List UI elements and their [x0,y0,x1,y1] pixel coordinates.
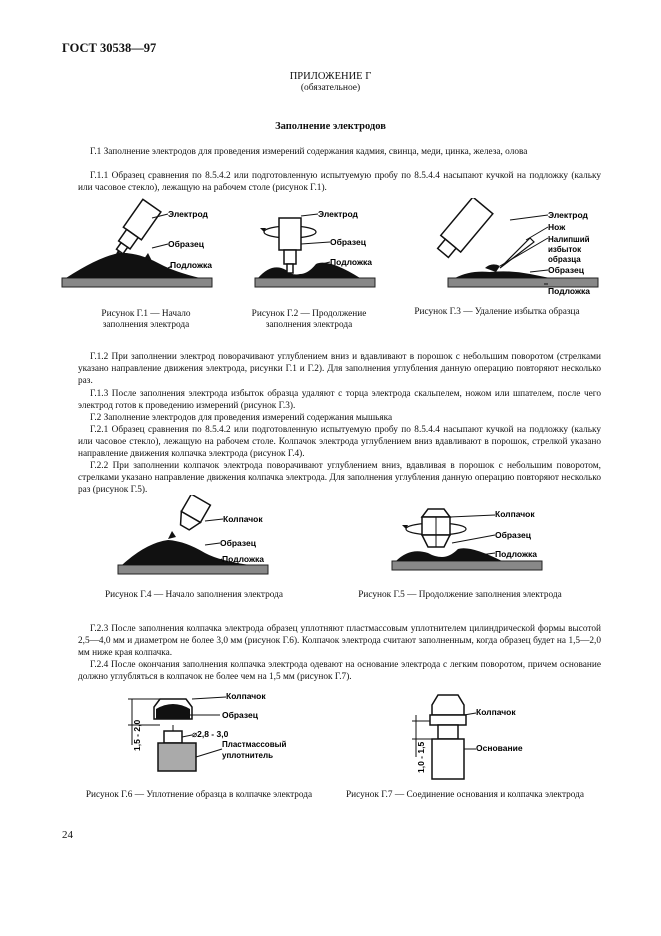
label-height-g6: 1,5 - 2,0 [132,719,142,751]
label-sample-g1: Образец [168,239,204,249]
figure-g7 [412,695,523,779]
label-excess-1-g3: Налипший [548,235,590,244]
label-substrate-g5: Подложка [495,549,537,559]
figure-row-3 [120,685,540,785]
label-knife-g3: Нож [548,222,566,232]
appendix-heading: Заполнение электродов [275,121,386,132]
figure-g6 [128,691,286,771]
paragraph-g2-1: Г.2.1 Образец сравнения по 8.5.4.2 или подготовленную испытуемую пробу по 8.5.4.4 насыпают кучкой на подложку (кальку или часовое стекло), лежащую на рабочем столе. Колпачок электрода углублением вниз вдавливают в порошок, стрелкой указано направление движения колпачка электрода (рисунок Г.4). [78,425,601,460]
caption-g3: Рисунок Г.3 — Удаление избытка образца [414,307,580,317]
paragraph-g1-1: Г.1.1 Образец сравнения по 8.5.4.2 или подготовленную испытуемую пробу по 8.5.4.4 насыпают кучкой на подложку (кальку или часовое стекло), лежащую на рабочем столе (рисунок Г.1). [78,171,601,194]
label-electrode-g1: Электрод [168,209,208,219]
substrate-g2 [255,278,375,287]
page-number: 24 [62,829,73,841]
cap-g4 [175,495,210,533]
caption-g5: Рисунок Г.5 — Продолжение заполнения электрода [358,590,562,600]
figure-g2 [255,209,375,287]
label-base-g7: Основание [476,743,523,753]
label-cap-g5: Колпачок [495,509,535,519]
label-substrate-g2: Подложка [330,257,372,267]
figure-g4 [118,495,268,574]
label-substrate-g4: Подложка [222,554,264,564]
appendix-subtitle: (обязательное) [300,83,361,93]
compactor-g6 [164,731,182,743]
label-compactor-2-g6: уплотнитель [222,751,273,760]
figure-row-2 [110,495,560,580]
paragraph-g1-3: Г.1.3 После заполнения электрода избыток образца удаляют с торца электрода скальпелем, ножом или шпателем, после чего электрод готов к проведению измерений (рисунок Г.3). [78,389,601,412]
electrode-g3 [433,198,493,261]
caption-g2: Рисунок Г.2 — Продолжение заполнения электрода [251,309,367,330]
standard-header: ГОСТ 30538—97 [62,41,157,55]
electrode-g2 [279,218,301,250]
label-sample-g6: Образец [222,710,258,720]
figure-g1 [62,199,212,287]
label-sample-g4: Образец [220,538,256,548]
paragraph-g2-4: Г.2.4 После окончания заполнения колпачка электрода одевают на основание электрода с легким поворотом, причем основание должно углубляться в колпачок не более чем на 1,5 мм (рисунок Г.7). [78,660,601,683]
label-sample-g2: Образец [330,237,366,247]
label-cap-g6: Колпачок [226,691,266,701]
label-diameter-g6: ⌀2,8 - 3,0 [192,729,229,739]
cap-g7 [432,695,464,715]
caption-g7: Рисунок Г.7 — Соединение основания и колпачка электрода [345,790,585,800]
label-height-g7: 1,0 - 1,5 [416,741,426,773]
substrate-g4 [118,565,268,574]
label-sample-g5: Образец [495,530,531,540]
base-g7 [432,739,464,779]
label-substrate-g3: Подложка [548,286,590,296]
label-excess-2-g3: избыток [548,245,582,254]
paragraph-g2: Г.2 Заполнение электродов для проведения измерений содержания мышьяка [90,413,393,423]
figure-g5 [392,509,542,570]
label-electrode-g2: Электрод [318,209,358,219]
paragraph-g2-3: Г.2.3 После заполнения колпачка электрода образец уплотняют пластмассовым уплотнителем цилиндрической формы высотой 2,5—4,0 мм и диаметром не более 3,0 мм (рисунок Г.6). Колпачок электрода считают заполненным, когда образец будет на 1,5—2,0 мм ниже края колпачка. [78,624,601,659]
substrate-g1 [62,278,212,287]
paragraph-g2-2: Г.2.2 При заполнении колпачок электрода поворачивают углублением вниз, вдавливая в порошок с небольшим поворотом, стрелками указано направление движения колпачка электрода. Для заполнения углубления данную операцию повторяют несколько раз (рисунок Г.5). [78,461,601,496]
caption-g4: Рисунок Г.4 — Начало заполнения электрода [105,590,283,600]
label-substrate-g1: Подложка [170,260,212,270]
label-sample-g3: Образец [548,265,584,275]
substrate-g5 [392,561,542,570]
sample-heap-g3 [455,271,550,278]
paragraph-g1: Г.1 Заполнение электродов для проведения измерений содержания кадмия, свинца, меди, цинка, железа, олова [90,147,528,157]
paragraph-g1-2: Г.1.2 При заполнении электрод поворачивают углублением вниз и вдавливают в порошок с небольшим поворотом (стрелками указано направление движения электрода, рисунки Г.1 и Г.2). Для заполнения углубления данную операцию повторяют несколько раз. [78,352,601,387]
arrow-icon [168,531,176,539]
label-cap-g4: Колпачок [223,514,263,524]
caption-g1: Рисунок Г.1 — Начало заполнения электрода [101,309,191,330]
appendix-title: ПРИЛОЖЕНИЕ Г [289,71,372,82]
label-compactor-1-g6: Пластмассовый [222,740,287,749]
caption-g6: Рисунок Г.6 — Уплотнение образца в колпачке электрода [85,790,313,800]
electrode-g1 [111,199,161,257]
label-excess-3-g3: образца [548,255,581,264]
label-electrode-g3: Электрод [548,210,588,220]
cap-g5 [422,509,450,517]
figure-row-1 [60,198,605,304]
label-cap-g7: Колпачок [476,707,516,717]
figure-g3 [433,198,598,296]
